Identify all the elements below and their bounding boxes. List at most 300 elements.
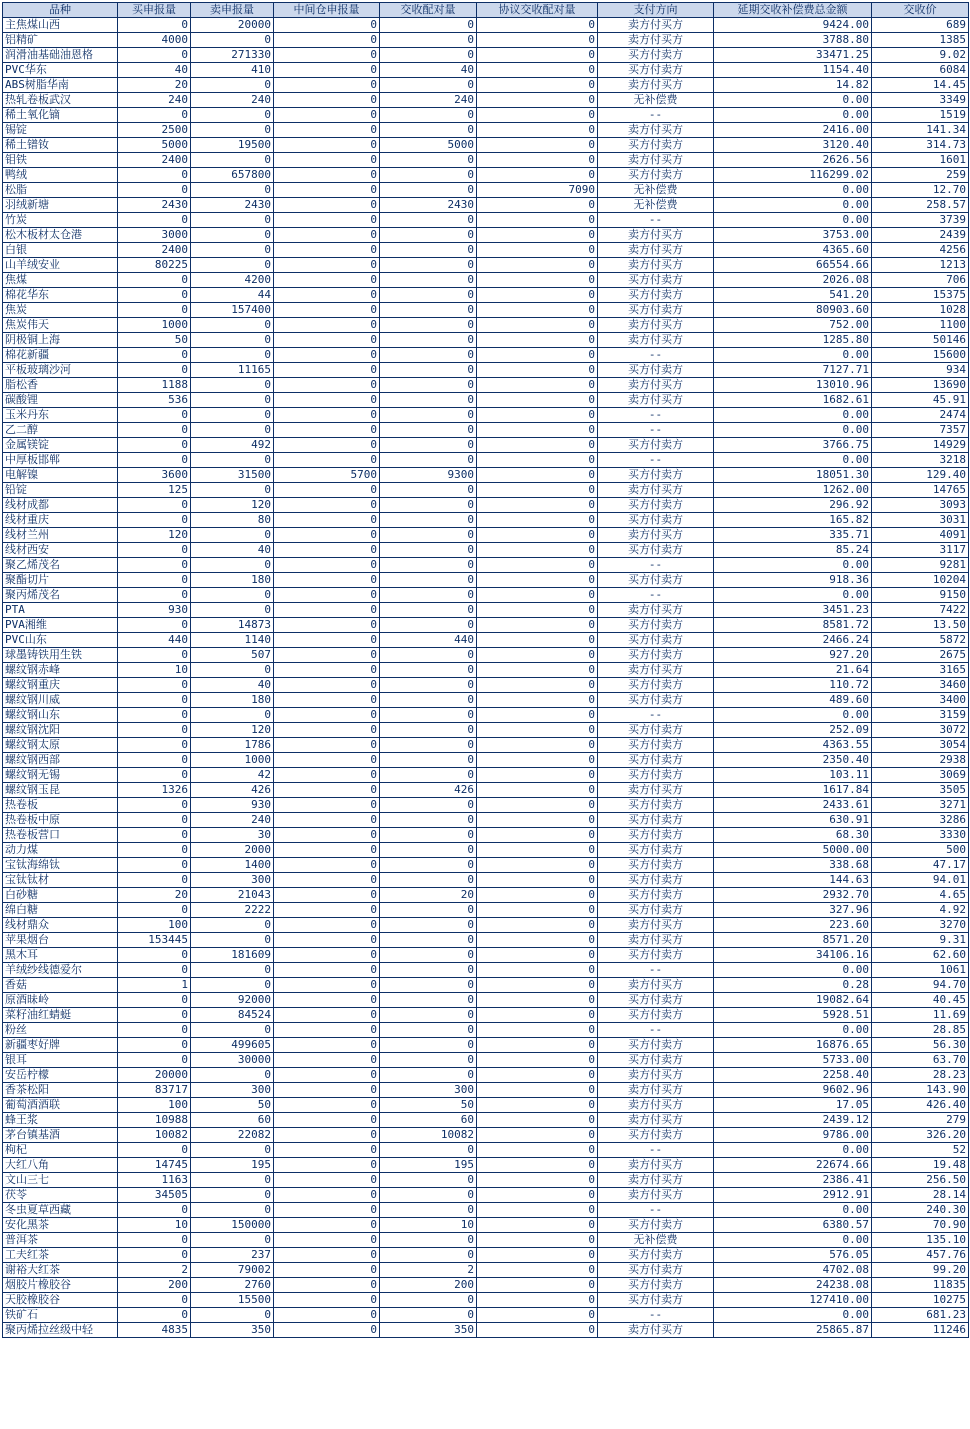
cell-variety: 螺纹钢西部 — [3, 753, 118, 768]
cell-delivery-price: 457.76 — [872, 1248, 969, 1263]
cell-matched-qty: 426 — [380, 783, 477, 798]
cell-variety: 聚乙烯茂名 — [3, 558, 118, 573]
cell-payment-direction: 卖方付买方 — [598, 1323, 714, 1338]
table-row — [3, 1188, 969, 1203]
cell-buy-qty: 1188 — [118, 378, 191, 393]
cell-payment-direction: 卖方付买方 — [598, 153, 714, 168]
cell-matched-qty: 0 — [380, 588, 477, 603]
cell-sell-qty: 271330 — [191, 48, 274, 63]
cell-mid-warehouse-qty: 0 — [274, 1248, 380, 1263]
cell-delivery-price: 14929 — [872, 438, 969, 453]
cell-payment-direction: 买方付卖方 — [598, 798, 714, 813]
cell-sell-qty: 181609 — [191, 948, 274, 963]
header-payment-direction: 支付方向 — [598, 3, 714, 18]
cell-mid-warehouse-qty: 0 — [274, 1308, 380, 1323]
cell-delivery-price: 11.69 — [872, 1008, 969, 1023]
cell-buy-qty: 240 — [118, 93, 191, 108]
table-row — [3, 618, 969, 633]
cell-delivery-price: 56.30 — [872, 1038, 969, 1053]
cell-mid-warehouse-qty: 0 — [274, 798, 380, 813]
table-row — [3, 123, 969, 138]
cell-agreement-matched-qty: 0 — [477, 258, 598, 273]
cell-payment-direction: 卖方付买方 — [598, 78, 714, 93]
cell-delivery-price: 2675 — [872, 648, 969, 663]
table-row — [3, 828, 969, 843]
cell-compensation-total: 3766.75 — [714, 438, 872, 453]
cell-delivery-price: 1601 — [872, 153, 969, 168]
cell-matched-qty: 0 — [380, 453, 477, 468]
table-row — [3, 93, 969, 108]
cell-buy-qty: 930 — [118, 603, 191, 618]
cell-compensation-total: 0.00 — [714, 588, 872, 603]
cell-mid-warehouse-qty: 0 — [274, 1233, 380, 1248]
cell-matched-qty: 20 — [380, 888, 477, 903]
cell-delivery-price: 3069 — [872, 768, 969, 783]
cell-delivery-price: 14.45 — [872, 78, 969, 93]
cell-payment-direction: 卖方付买方 — [598, 483, 714, 498]
cell-mid-warehouse-qty: 0 — [274, 723, 380, 738]
cell-delivery-price: 1519 — [872, 108, 969, 123]
table-row — [3, 408, 969, 423]
cell-compensation-total: 1262.00 — [714, 483, 872, 498]
cell-mid-warehouse-qty: 0 — [274, 978, 380, 993]
cell-mid-warehouse-qty: 0 — [274, 1263, 380, 1278]
cell-matched-qty: 0 — [380, 423, 477, 438]
cell-compensation-total: 1154.40 — [714, 63, 872, 78]
cell-compensation-total: 8581.72 — [714, 618, 872, 633]
cell-payment-direction: 卖方付买方 — [598, 243, 714, 258]
cell-delivery-price: 94.70 — [872, 978, 969, 993]
cell-agreement-matched-qty: 0 — [477, 123, 598, 138]
cell-agreement-matched-qty: 0 — [477, 708, 598, 723]
cell-agreement-matched-qty: 0 — [477, 213, 598, 228]
cell-delivery-price: 3739 — [872, 213, 969, 228]
cell-mid-warehouse-qty: 0 — [274, 243, 380, 258]
cell-variety: PVC华东 — [3, 63, 118, 78]
cell-delivery-price: 3349 — [872, 93, 969, 108]
cell-mid-warehouse-qty: 0 — [274, 783, 380, 798]
cell-sell-qty: 2000 — [191, 843, 274, 858]
cell-agreement-matched-qty: 0 — [477, 888, 598, 903]
cell-buy-qty: 0 — [118, 1038, 191, 1053]
cell-agreement-matched-qty: 0 — [477, 363, 598, 378]
cell-sell-qty: 240 — [191, 813, 274, 828]
cell-agreement-matched-qty: 0 — [477, 1143, 598, 1158]
cell-delivery-price: 3159 — [872, 708, 969, 723]
cell-buy-qty: 0 — [118, 1248, 191, 1263]
table-row — [3, 1083, 969, 1098]
cell-delivery-price: 19.48 — [872, 1158, 969, 1173]
cell-variety: PVC山东 — [3, 633, 118, 648]
cell-matched-qty: 0 — [380, 603, 477, 618]
cell-matched-qty: 0 — [380, 738, 477, 753]
cell-variety: 热卷板中原 — [3, 813, 118, 828]
table-row — [3, 18, 969, 33]
cell-sell-qty: 0 — [191, 708, 274, 723]
cell-sell-qty: 0 — [191, 483, 274, 498]
cell-compensation-total: 34106.16 — [714, 948, 872, 963]
cell-mid-warehouse-qty: 0 — [274, 183, 380, 198]
cell-payment-direction: -- — [598, 423, 714, 438]
cell-buy-qty: 2400 — [118, 243, 191, 258]
cell-buy-qty: 200 — [118, 1278, 191, 1293]
cell-mid-warehouse-qty: 0 — [274, 753, 380, 768]
cell-payment-direction: -- — [598, 963, 714, 978]
cell-buy-qty: 536 — [118, 393, 191, 408]
cell-agreement-matched-qty: 0 — [477, 1023, 598, 1038]
cell-variety: 线材成都 — [3, 498, 118, 513]
header-compensation-total: 延期交收补偿费总金额 — [714, 3, 872, 18]
cell-agreement-matched-qty: 0 — [477, 873, 598, 888]
table-row — [3, 453, 969, 468]
cell-compensation-total: 7127.71 — [714, 363, 872, 378]
cell-payment-direction: 买方付卖方 — [598, 573, 714, 588]
cell-sell-qty: 930 — [191, 798, 274, 813]
table-row — [3, 1323, 969, 1338]
cell-mid-warehouse-qty: 0 — [274, 993, 380, 1008]
cell-agreement-matched-qty: 0 — [477, 1293, 598, 1308]
cell-buy-qty: 125 — [118, 483, 191, 498]
cell-compensation-total: 0.00 — [714, 423, 872, 438]
cell-buy-qty: 0 — [118, 48, 191, 63]
cell-delivery-price: 129.40 — [872, 468, 969, 483]
cell-matched-qty: 195 — [380, 1158, 477, 1173]
table-row — [3, 933, 969, 948]
cell-sell-qty: 507 — [191, 648, 274, 663]
cell-agreement-matched-qty: 0 — [477, 438, 598, 453]
cell-payment-direction: -- — [598, 1203, 714, 1218]
cell-variety: 聚酯切片 — [3, 573, 118, 588]
cell-buy-qty: 100 — [118, 918, 191, 933]
cell-buy-qty: 0 — [118, 768, 191, 783]
cell-compensation-total: 80903.60 — [714, 303, 872, 318]
cell-sell-qty: 22082 — [191, 1128, 274, 1143]
cell-delivery-price: 500 — [872, 843, 969, 858]
cell-matched-qty: 0 — [380, 1008, 477, 1023]
cell-compensation-total: 0.00 — [714, 1233, 872, 1248]
cell-delivery-price: 13690 — [872, 378, 969, 393]
cell-agreement-matched-qty: 0 — [477, 828, 598, 843]
cell-payment-direction: 卖方付买方 — [598, 33, 714, 48]
cell-compensation-total: 0.00 — [714, 108, 872, 123]
cell-delivery-price: 256.50 — [872, 1173, 969, 1188]
cell-buy-qty: 0 — [118, 288, 191, 303]
cell-delivery-price: 70.90 — [872, 1218, 969, 1233]
cell-sell-qty: 4200 — [191, 273, 274, 288]
cell-compensation-total: 0.00 — [714, 453, 872, 468]
cell-compensation-total: 3788.80 — [714, 33, 872, 48]
cell-variety: 葡萄酒酒联 — [3, 1098, 118, 1113]
cell-sell-qty: 0 — [191, 558, 274, 573]
cell-sell-qty: 492 — [191, 438, 274, 453]
cell-matched-qty: 0 — [380, 978, 477, 993]
cell-buy-qty: 0 — [118, 183, 191, 198]
cell-payment-direction: -- — [598, 588, 714, 603]
cell-agreement-matched-qty: 0 — [477, 693, 598, 708]
cell-mid-warehouse-qty: 0 — [274, 843, 380, 858]
cell-agreement-matched-qty: 0 — [477, 138, 598, 153]
cell-payment-direction: 买方付卖方 — [598, 873, 714, 888]
cell-agreement-matched-qty: 0 — [477, 588, 598, 603]
cell-compensation-total: 165.82 — [714, 513, 872, 528]
table-row — [3, 1233, 969, 1248]
cell-agreement-matched-qty: 0 — [477, 798, 598, 813]
cell-variety: 铅锭 — [3, 483, 118, 498]
cell-variety: 茯苓 — [3, 1188, 118, 1203]
cell-payment-direction: 买方付卖方 — [598, 693, 714, 708]
cell-payment-direction: 买方付卖方 — [598, 753, 714, 768]
cell-delivery-price: 3165 — [872, 663, 969, 678]
cell-agreement-matched-qty: 0 — [477, 78, 598, 93]
table-row — [3, 1098, 969, 1113]
cell-buy-qty: 1163 — [118, 1173, 191, 1188]
cell-variety: 宝钛海绵钛 — [3, 858, 118, 873]
cell-delivery-price: 10204 — [872, 573, 969, 588]
cell-compensation-total: 5733.00 — [714, 1053, 872, 1068]
cell-matched-qty: 0 — [380, 48, 477, 63]
cell-matched-qty: 0 — [380, 108, 477, 123]
cell-sell-qty: 0 — [191, 978, 274, 993]
table-row — [3, 813, 969, 828]
cell-delivery-price: 11835 — [872, 1278, 969, 1293]
cell-buy-qty: 0 — [118, 108, 191, 123]
cell-buy-qty: 2500 — [118, 123, 191, 138]
cell-payment-direction: 买方付卖方 — [598, 168, 714, 183]
cell-agreement-matched-qty: 0 — [477, 303, 598, 318]
cell-variety: 乙二醇 — [3, 423, 118, 438]
cell-compensation-total: 0.00 — [714, 348, 872, 363]
cell-sell-qty: 237 — [191, 1248, 274, 1263]
cell-mid-warehouse-qty: 0 — [274, 1068, 380, 1083]
cell-agreement-matched-qty: 0 — [477, 618, 598, 633]
table-row — [3, 183, 969, 198]
cell-agreement-matched-qty: 0 — [477, 1128, 598, 1143]
cell-payment-direction: -- — [598, 108, 714, 123]
cell-variety: 羽绒新塘 — [3, 198, 118, 213]
cell-payment-direction: 买方付卖方 — [598, 1278, 714, 1293]
cell-matched-qty: 0 — [380, 648, 477, 663]
cell-buy-qty: 0 — [118, 1143, 191, 1158]
cell-agreement-matched-qty: 0 — [477, 63, 598, 78]
cell-agreement-matched-qty: 0 — [477, 378, 598, 393]
cell-payment-direction: 卖方付买方 — [598, 1098, 714, 1113]
cell-delivery-price: 9150 — [872, 588, 969, 603]
cell-matched-qty: 0 — [380, 1308, 477, 1323]
cell-compensation-total: 0.00 — [714, 558, 872, 573]
cell-buy-qty: 0 — [118, 423, 191, 438]
cell-delivery-price: 681.23 — [872, 1308, 969, 1323]
cell-delivery-price: 4.92 — [872, 903, 969, 918]
cell-matched-qty: 0 — [380, 1023, 477, 1038]
cell-compensation-total: 0.00 — [714, 183, 872, 198]
cell-buy-qty: 0 — [118, 993, 191, 1008]
table-row — [3, 63, 969, 78]
cell-variety: 银耳 — [3, 1053, 118, 1068]
cell-sell-qty: 0 — [191, 933, 274, 948]
cell-compensation-total: 0.28 — [714, 978, 872, 993]
cell-agreement-matched-qty: 0 — [477, 513, 598, 528]
cell-matched-qty: 2 — [380, 1263, 477, 1278]
cell-matched-qty: 0 — [380, 903, 477, 918]
cell-sell-qty: 50 — [191, 1098, 274, 1113]
cell-sell-qty: 0 — [191, 1233, 274, 1248]
cell-delivery-price: 258.57 — [872, 198, 969, 213]
cell-payment-direction: 卖方付买方 — [598, 1158, 714, 1173]
cell-mid-warehouse-qty: 0 — [274, 348, 380, 363]
cell-matched-qty: 0 — [380, 678, 477, 693]
cell-buy-qty: 0 — [118, 303, 191, 318]
cell-payment-direction: 买方付卖方 — [598, 993, 714, 1008]
cell-variety: 金属镁锭 — [3, 438, 118, 453]
cell-sell-qty: 15500 — [191, 1293, 274, 1308]
cell-sell-qty: 42 — [191, 768, 274, 783]
cell-payment-direction: 买方付卖方 — [598, 678, 714, 693]
cell-payment-direction: -- — [598, 408, 714, 423]
cell-compensation-total: 2932.70 — [714, 888, 872, 903]
cell-buy-qty: 0 — [118, 693, 191, 708]
cell-sell-qty: 19500 — [191, 138, 274, 153]
cell-mid-warehouse-qty: 0 — [274, 438, 380, 453]
cell-variety: 主焦煤山西 — [3, 18, 118, 33]
cell-mid-warehouse-qty: 0 — [274, 513, 380, 528]
cell-payment-direction: 买方付卖方 — [598, 948, 714, 963]
cell-agreement-matched-qty: 0 — [477, 93, 598, 108]
cell-variety: 苹果烟台 — [3, 933, 118, 948]
table-row — [3, 753, 969, 768]
table-row — [3, 1068, 969, 1083]
cell-agreement-matched-qty: 0 — [477, 273, 598, 288]
cell-sell-qty: 0 — [191, 528, 274, 543]
cell-delivery-price: 3218 — [872, 453, 969, 468]
cell-mid-warehouse-qty: 0 — [274, 858, 380, 873]
cell-agreement-matched-qty: 0 — [477, 1218, 598, 1233]
cell-buy-qty: 0 — [118, 588, 191, 603]
table-row — [3, 513, 969, 528]
cell-matched-qty: 0 — [380, 273, 477, 288]
cell-compensation-total: 5000.00 — [714, 843, 872, 858]
cell-variety: 焦炭 — [3, 303, 118, 318]
table-row — [3, 138, 969, 153]
cell-agreement-matched-qty: 0 — [477, 1173, 598, 1188]
cell-payment-direction: 买方付卖方 — [598, 303, 714, 318]
cell-mid-warehouse-qty: 0 — [274, 963, 380, 978]
cell-payment-direction: 买方付卖方 — [598, 1218, 714, 1233]
cell-sell-qty: 350 — [191, 1323, 274, 1338]
cell-compensation-total: 1285.80 — [714, 333, 872, 348]
cell-buy-qty: 2400 — [118, 153, 191, 168]
cell-delivery-price: 62.60 — [872, 948, 969, 963]
cell-mid-warehouse-qty: 0 — [274, 453, 380, 468]
cell-compensation-total: 0.00 — [714, 1308, 872, 1323]
cell-sell-qty: 0 — [191, 1308, 274, 1323]
cell-matched-qty: 2430 — [380, 198, 477, 213]
cell-buy-qty: 3600 — [118, 468, 191, 483]
cell-variety: 松脂 — [3, 183, 118, 198]
cell-compensation-total: 116299.02 — [714, 168, 872, 183]
cell-payment-direction: 买方付卖方 — [598, 468, 714, 483]
cell-delivery-price: 50146 — [872, 333, 969, 348]
cell-sell-qty: 0 — [191, 108, 274, 123]
cell-matched-qty: 5000 — [380, 138, 477, 153]
cell-matched-qty: 0 — [380, 168, 477, 183]
cell-delivery-price: 3460 — [872, 678, 969, 693]
table-row — [3, 108, 969, 123]
cell-compensation-total: 22674.66 — [714, 1158, 872, 1173]
cell-variety: 稀土镨钕 — [3, 138, 118, 153]
cell-sell-qty: 92000 — [191, 993, 274, 1008]
cell-sell-qty: 499605 — [191, 1038, 274, 1053]
cell-agreement-matched-qty: 0 — [477, 1248, 598, 1263]
cell-payment-direction: 卖方付买方 — [598, 228, 714, 243]
cell-buy-qty: 0 — [118, 438, 191, 453]
cell-mid-warehouse-qty: 0 — [274, 288, 380, 303]
cell-buy-qty: 0 — [118, 903, 191, 918]
cell-payment-direction: 买方付卖方 — [598, 498, 714, 513]
cell-compensation-total: 127410.00 — [714, 1293, 872, 1308]
cell-agreement-matched-qty: 0 — [477, 723, 598, 738]
cell-compensation-total: 296.92 — [714, 498, 872, 513]
cell-mid-warehouse-qty: 0 — [274, 1188, 380, 1203]
cell-mid-warehouse-qty: 5700 — [274, 468, 380, 483]
header-agreement-matched-qty: 协议交收配对量 — [477, 3, 598, 18]
cell-variety: 聚丙烯茂名 — [3, 588, 118, 603]
cell-mid-warehouse-qty: 0 — [274, 93, 380, 108]
cell-sell-qty: 0 — [191, 963, 274, 978]
cell-compensation-total: 4702.08 — [714, 1263, 872, 1278]
cell-matched-qty: 0 — [380, 1233, 477, 1248]
cell-sell-qty: 180 — [191, 693, 274, 708]
cell-matched-qty: 0 — [380, 1248, 477, 1263]
cell-payment-direction: -- — [598, 213, 714, 228]
cell-delivery-price: 3072 — [872, 723, 969, 738]
table-row — [3, 918, 969, 933]
cell-sell-qty: 120 — [191, 723, 274, 738]
cell-compensation-total: 2433.61 — [714, 798, 872, 813]
table-row — [3, 693, 969, 708]
cell-delivery-price: 706 — [872, 273, 969, 288]
cell-payment-direction: -- — [598, 1023, 714, 1038]
cell-agreement-matched-qty: 0 — [477, 18, 598, 33]
cell-sell-qty: 0 — [191, 1203, 274, 1218]
cell-variety: 松木板材太仓港 — [3, 228, 118, 243]
cell-variety: 原酒昧岭 — [3, 993, 118, 1008]
header-buy-qty: 买申报量 — [118, 3, 191, 18]
cell-agreement-matched-qty: 0 — [477, 33, 598, 48]
cell-variety: 烟胶片橡胶谷 — [3, 1278, 118, 1293]
cell-compensation-total: 9602.96 — [714, 1083, 872, 1098]
cell-compensation-total: 33471.25 — [714, 48, 872, 63]
cell-compensation-total: 2626.56 — [714, 153, 872, 168]
cell-variety: 普洱茶 — [3, 1233, 118, 1248]
cell-agreement-matched-qty: 0 — [477, 1008, 598, 1023]
cell-agreement-matched-qty: 0 — [477, 933, 598, 948]
cell-compensation-total: 0.00 — [714, 213, 872, 228]
cell-sell-qty: 80 — [191, 513, 274, 528]
cell-mid-warehouse-qty: 0 — [274, 708, 380, 723]
cell-delivery-price: 3400 — [872, 693, 969, 708]
cell-payment-direction: 卖方付买方 — [598, 1188, 714, 1203]
cell-sell-qty: 84524 — [191, 1008, 274, 1023]
cell-compensation-total: 2439.12 — [714, 1113, 872, 1128]
cell-matched-qty: 0 — [380, 363, 477, 378]
cell-delivery-price: 28.85 — [872, 1023, 969, 1038]
cell-agreement-matched-qty: 0 — [477, 573, 598, 588]
table-row — [3, 1038, 969, 1053]
cell-variety: PTA — [3, 603, 118, 618]
cell-matched-qty: 0 — [380, 78, 477, 93]
cell-variety: 羊绒纱线德爱尔 — [3, 963, 118, 978]
cell-variety: 棉花华东 — [3, 288, 118, 303]
